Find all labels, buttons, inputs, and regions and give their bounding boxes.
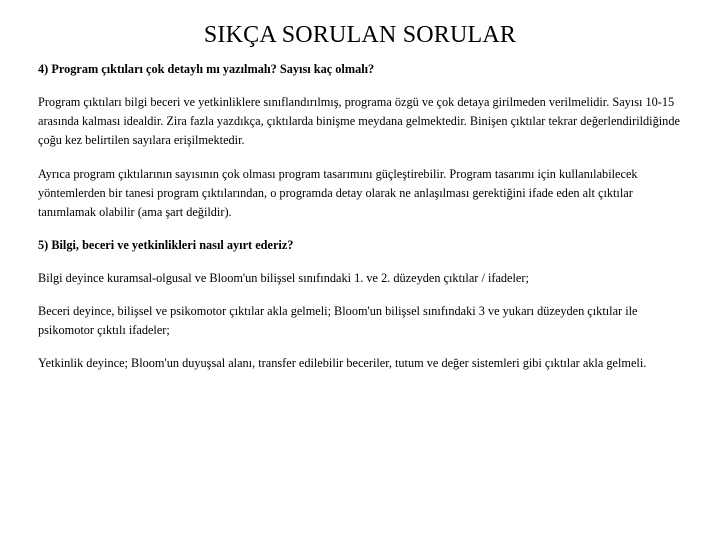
answer-5-paragraph-1: Bilgi deyince kuramsal-olgusal ve Bloom'un bilişsel sınıfındaki 1. ve 2. düzeyden çıktılar / ifadeler; (38, 271, 529, 285)
answer-4-paragraph-1: Program çıktıları bilgi beceri ve yetkinliklere sınıflandırılmış, programa özgü ve çok detaya girilmeden verilmelidir. Sayısı 10-15 arasında kalması idealdir. Zira fazla yazdıkça, çıktılarda binişme meydana gelmektedir. Binişen çıktılar tekrar değerlendirildiğinde çoğu kez belirtilen sayılara erişilmektedir. (38, 95, 680, 147)
answer-5-paragraph-3: Yetkinlik deyince; Bloom'un duyuşsal alanı, transfer edilebilir beceriler, tutum ve değer sistemleri gibi çıktılar akla gelmeli. (38, 356, 647, 370)
faq-content (38, 60, 688, 373)
question-4: 4) Program çıktıları çok detaylı mı yazılmalı? Sayısı kaç olmalı? (38, 62, 375, 76)
question-5: 5) Bilgi, beceri ve yetkinlikleri nasıl ayırt ederiz? (38, 238, 294, 252)
answer-5-paragraph-2: Beceri deyince, bilişsel ve psikomotor çıktılar akla gelmeli; Bloom'un bilişsel sınıfındaki 3 ve yukarı düzeyden çıktılar ile psikomotor çıktılı ifadeler; (38, 304, 638, 337)
answer-4-paragraph-2: Ayrıca program çıktılarının sayısının çok olması program tasarımını güçleştirebilir. Program tasarımı için kullanılabilecek yöntemlerden bir tanesi program çıktılarından, o programda detay olarak ne anlaşılması gerektiğini ifade eden alt çıktılar tanımlamak olabilir (ama şart değildir). (38, 167, 638, 219)
page-title: SIKÇA SORULAN SORULAR (203, 22, 517, 48)
